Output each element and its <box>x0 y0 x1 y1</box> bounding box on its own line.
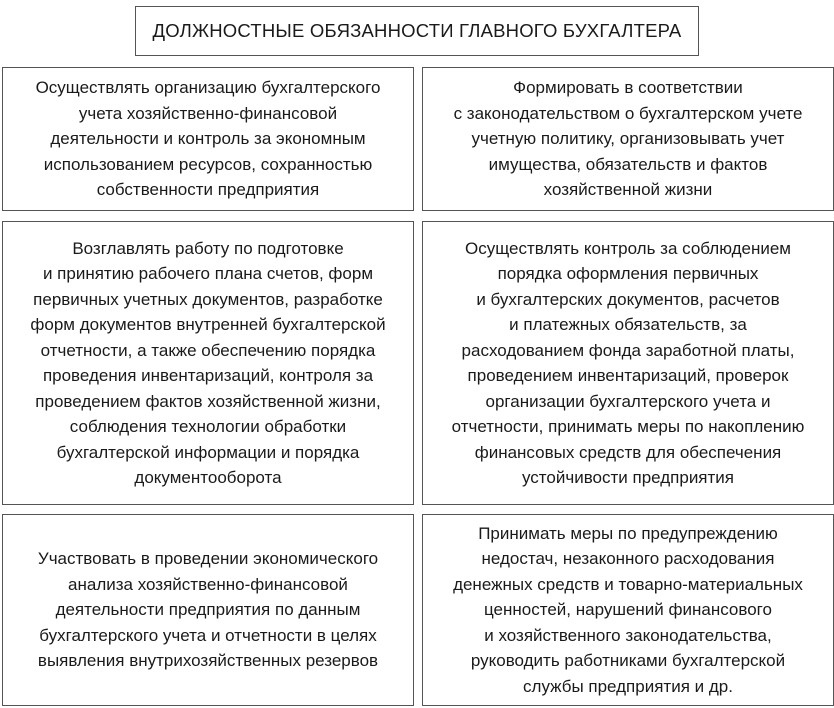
duty-line: проведением инвентаризаций, проверок <box>467 366 789 385</box>
duty-line: форм документов внутренней бухгалтерской <box>30 315 386 334</box>
duty-line: и платежных обязательств, за <box>509 315 747 334</box>
duty-line: и хозяйственного законодательства, <box>484 625 772 645</box>
duty-line: финансовых средств для обеспечения <box>474 442 782 462</box>
duty-line: Возглавлять работу по подготовке <box>72 238 344 258</box>
duty-box-accounting-policy <box>422 67 834 211</box>
duty-line: анализа хозяйственно-финансовой <box>68 574 348 594</box>
duty-text <box>454 75 803 203</box>
duty-line: организации бухгалтерского учета и <box>485 391 771 411</box>
duty-line: имущества, обязательств и фактов <box>488 154 768 174</box>
duty-line: первичных учетных документов, разработке <box>33 289 383 309</box>
duty-line: денежных средств и товарно-материальных <box>453 574 803 594</box>
duty-line: деятельности предприятия по данным <box>55 600 361 620</box>
diagram-title-text: ДОЛЖНОСТНЫЕ ОБЯЗАННОСТИ ГЛАВНОГО БУХГАЛТЕРА <box>152 20 682 41</box>
duty-line: Осуществлять организацию бухгалтерского <box>35 78 381 98</box>
duty-line: хозяйственной жизни <box>543 180 713 200</box>
duty-line: отчетности, а также обеспечению порядка <box>40 340 376 360</box>
duty-box-prevention-management <box>422 514 834 706</box>
duty-line: расходованием фонда заработной платы, <box>461 340 795 360</box>
duty-line: учетную политику, организовывать учет <box>471 129 785 149</box>
duty-line: использованием ресурсов, сохранностью <box>43 154 373 174</box>
duty-line: учета хозяйственно-финансовой <box>78 103 338 123</box>
duty-text <box>30 236 385 491</box>
duty-box-control-compliance <box>422 221 834 505</box>
duty-line: собственности предприятия <box>96 180 320 200</box>
duty-box-chart-of-accounts <box>2 221 414 505</box>
duty-line: устойчивости предприятия <box>521 468 735 487</box>
duty-line: с законодательством о бухгалтерском учете <box>453 103 803 123</box>
duty-line: недостач, незаконного расходования <box>481 549 775 569</box>
duty-line: ценностей, нарушений финансового <box>484 600 772 620</box>
duty-line: руководить работниками бухгалтерской <box>470 651 786 671</box>
duty-box-economic-analysis <box>2 514 414 706</box>
duty-line: Принимать меры по предупреждению <box>478 523 778 543</box>
duty-line: бухгалтерского учета и отчетности в целях <box>39 625 377 645</box>
duty-line: Осуществлять контроль за соблюдением <box>465 238 791 258</box>
duty-line: проведения инвентаризаций, контроля за <box>42 366 374 385</box>
duty-line: и бухгалтерских документов, расчетов <box>476 289 780 309</box>
duty-line: документооборота <box>134 468 282 487</box>
duty-line: порядка оформления первичных <box>497 264 759 283</box>
duty-line: деятельности и контроль за экономным <box>50 129 366 149</box>
duty-line: и принятию рабочего плана счетов, форм <box>42 264 374 283</box>
duty-line: выявления внутрихозяйственных резервов <box>37 651 379 671</box>
duty-line: соблюдения технологии обработки <box>69 417 347 436</box>
duty-line: проведением фактов хозяйственной жизни, <box>35 391 381 411</box>
duty-text <box>38 546 378 674</box>
duty-text <box>453 521 803 700</box>
duty-line: отчетности, принимать меры по накоплению <box>451 417 805 436</box>
duty-line: Участвовать в проведении экономического <box>37 549 379 569</box>
duty-text <box>452 236 805 491</box>
duty-box-organize-accounting <box>2 67 414 211</box>
duty-line: службы предприятия и др. <box>523 676 733 696</box>
duty-line: Формировать в соответствии <box>513 78 743 98</box>
diagram-title <box>135 6 699 56</box>
duty-text <box>36 75 381 203</box>
duty-line: бухгалтерской информации и порядка <box>56 442 360 462</box>
